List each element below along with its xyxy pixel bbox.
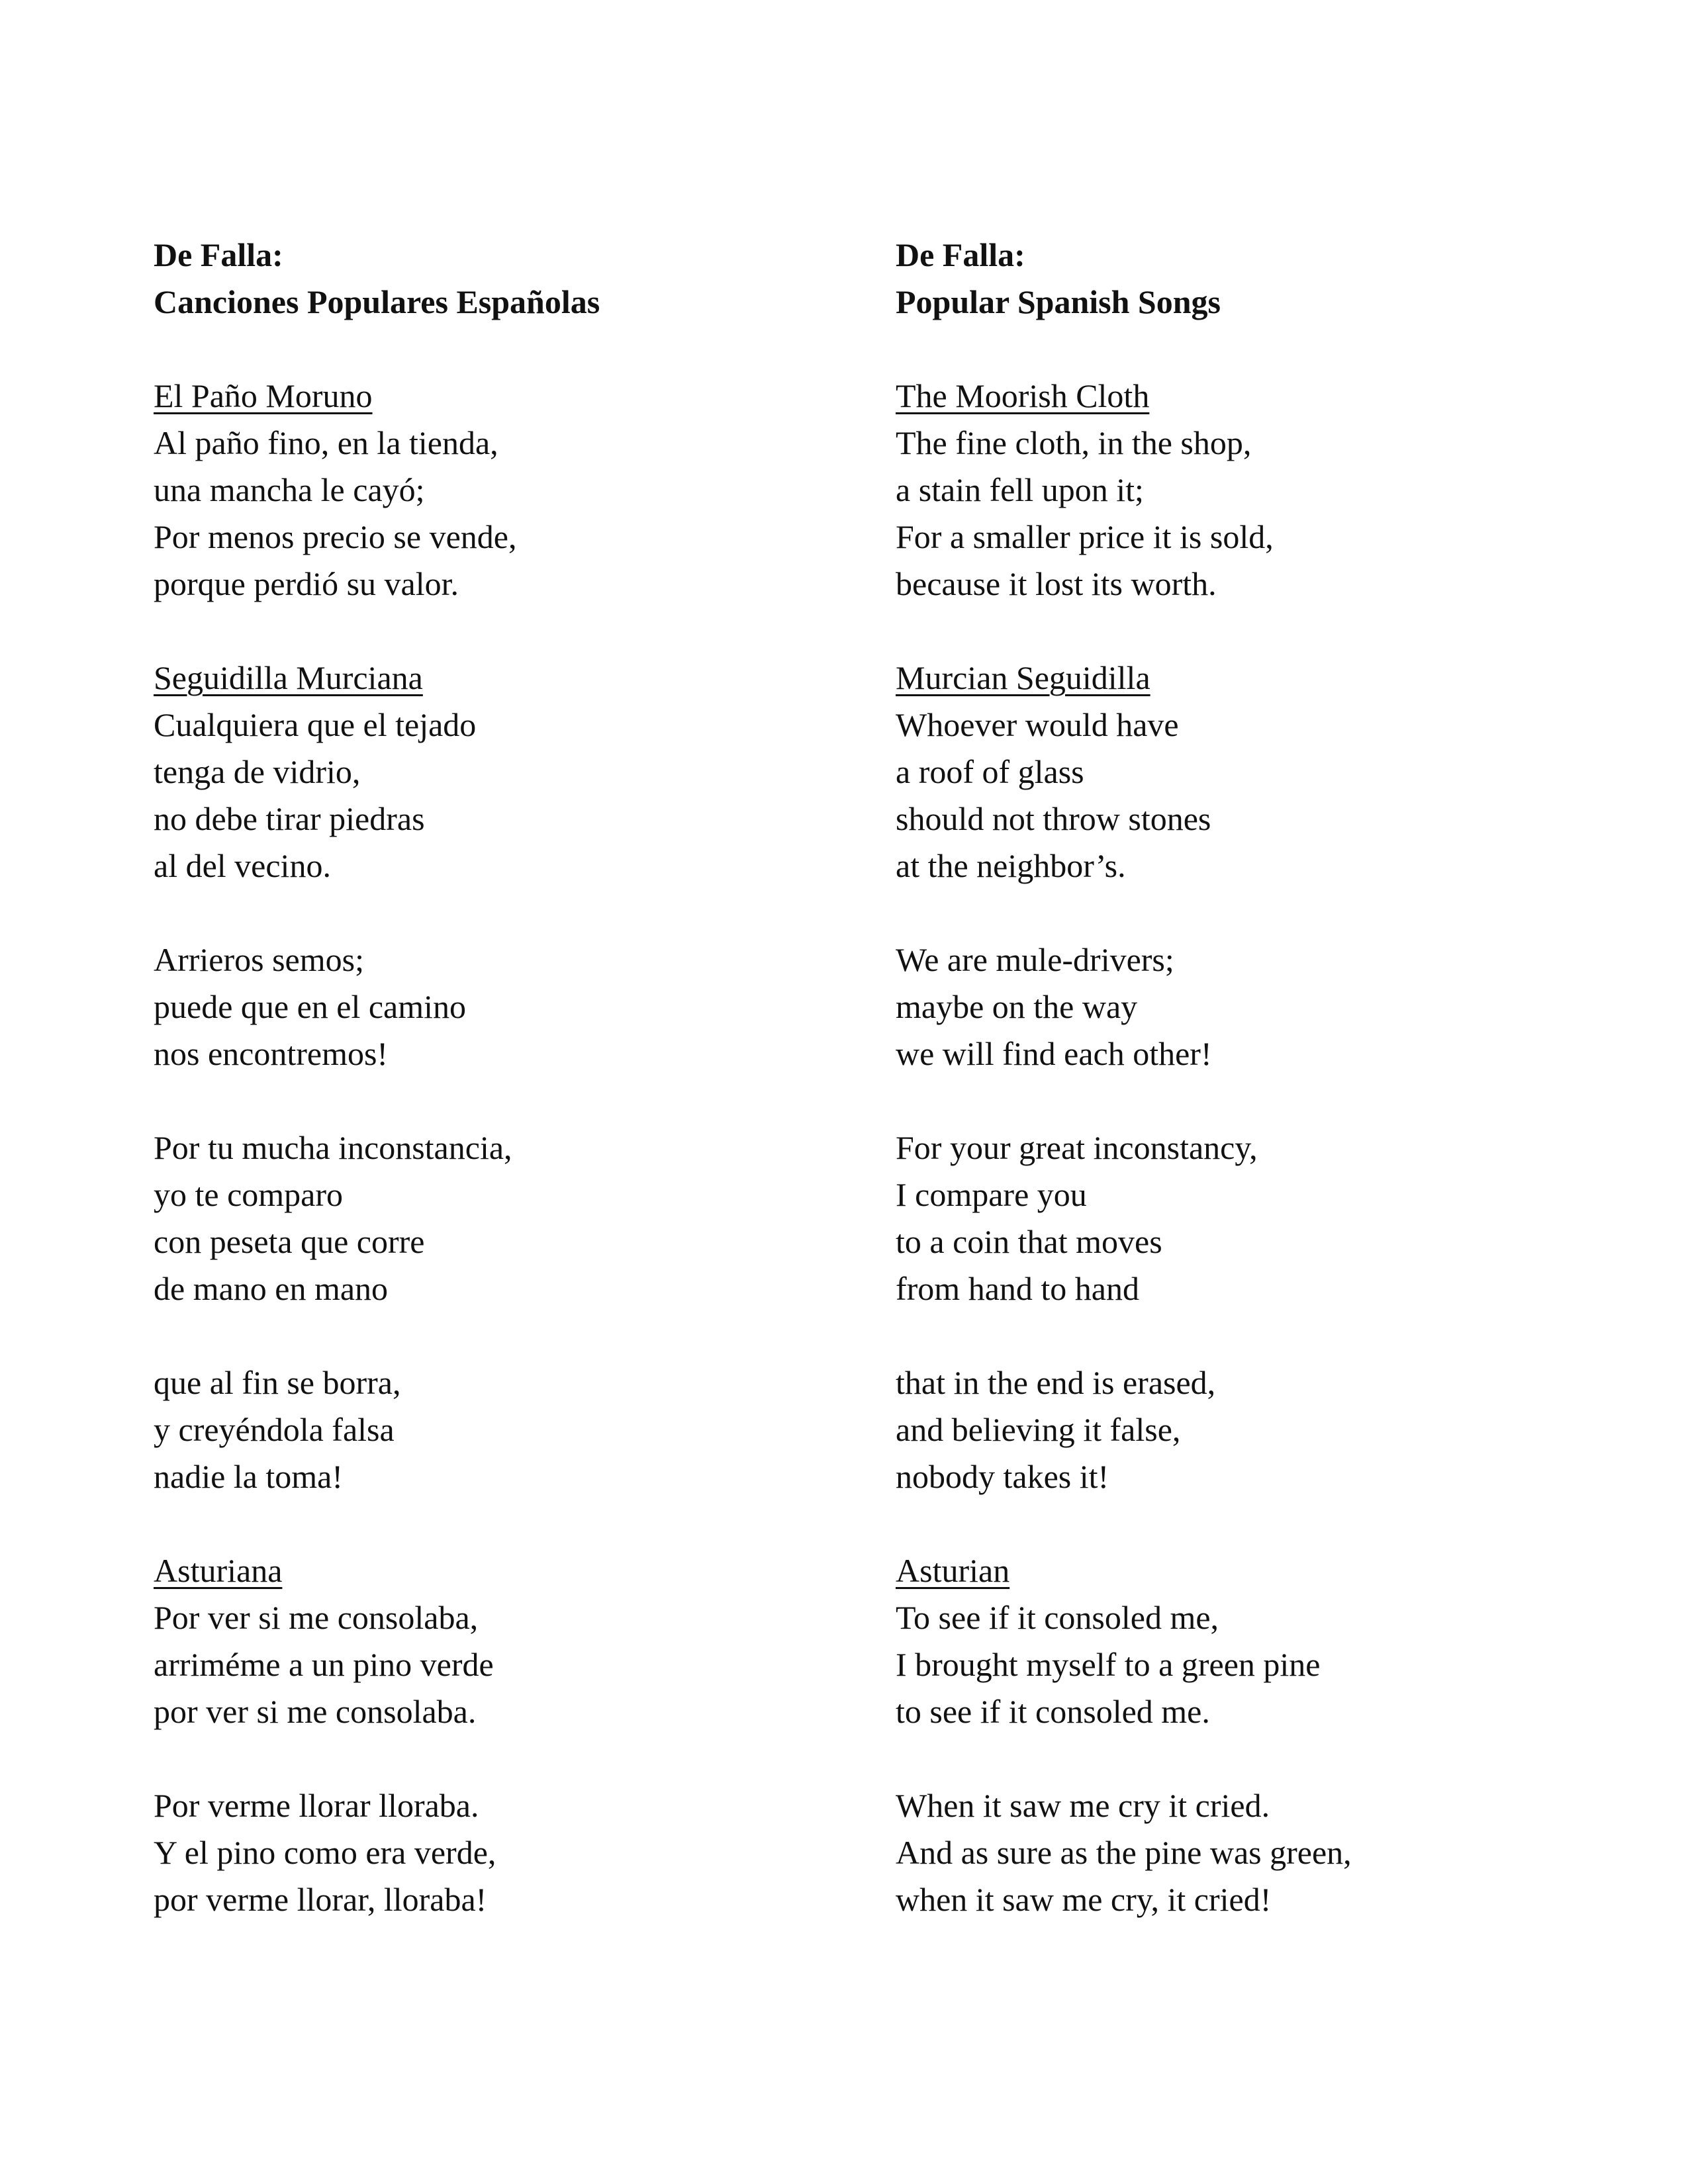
lyric-line: and believing it false, <box>896 1411 1181 1448</box>
lyric-line: Por verme llorar lloraba. <box>154 1787 479 1824</box>
lyric-line: a stain fell upon it; <box>896 471 1144 508</box>
lyric-line: y creyéndola falsa <box>154 1411 395 1448</box>
lyric-line: con peseta que corre <box>154 1223 425 1260</box>
lyric-line: The fine cloth, in the shop, <box>896 424 1252 461</box>
lyric-line: tenga de vidrio, <box>154 753 361 790</box>
lyric-line: Al paño fino, en la tienda, <box>154 424 498 461</box>
song-title: The Moorish Cloth <box>896 377 1150 414</box>
lyric-line: yo te comparo <box>154 1176 344 1213</box>
lyric-line: When it saw me cry it cried. <box>896 1787 1270 1824</box>
lyric-line: por verme llorar, lloraba! <box>154 1881 487 1918</box>
lyric-line: no debe tirar piedras <box>154 800 425 837</box>
lyric-line: We are mule-drivers; <box>896 941 1174 978</box>
lyric-line: at the neighbor’s. <box>896 847 1126 884</box>
lyric-line: from hand to hand <box>896 1270 1139 1307</box>
lyric-line: Y el pino como era verde, <box>154 1834 496 1871</box>
composer-heading: De Falla: <box>154 236 283 273</box>
lyric-line: For your great inconstancy, <box>896 1129 1258 1166</box>
lyric-line: we will find each other! <box>896 1035 1212 1072</box>
lyric-line: To see if it consoled me, <box>896 1599 1219 1636</box>
lyric-line: And as sure as the pine was green, <box>896 1834 1352 1871</box>
lyric-line: I brought myself to a green pine <box>896 1646 1321 1683</box>
lyric-line: Por menos precio se vende, <box>154 518 517 555</box>
lyric-line: to a coin that moves <box>896 1223 1162 1260</box>
lyric-line: I compare you <box>896 1176 1087 1213</box>
lyric-line: that in the end is erased, <box>896 1364 1216 1401</box>
lyric-line: For a smaller price it is sold, <box>896 518 1274 555</box>
lyric-line: porque perdió su valor. <box>154 565 459 602</box>
lyric-line: nobody takes it! <box>896 1458 1109 1495</box>
lyric-line: should not throw stones <box>896 800 1211 837</box>
lyric-line: Cualquiera que el tejado <box>154 706 477 743</box>
lyric-line: to see if it consoled me. <box>896 1693 1210 1730</box>
lyric-line: Arrieros semos; <box>154 941 364 978</box>
lyric-line: nadie la toma! <box>154 1458 343 1495</box>
lyric-line: de mano en mano <box>154 1270 389 1307</box>
lyric-line: Por tu mucha inconstancia, <box>154 1129 512 1166</box>
lyric-line: Whoever would have <box>896 706 1179 743</box>
english-column <box>896 232 1558 1923</box>
spanish-column <box>154 232 816 1923</box>
collection-title: Popular Spanish Songs <box>896 283 1221 320</box>
lyric-line: una mancha le cayó; <box>154 471 425 508</box>
lyric-line: when it saw me cry, it cried! <box>896 1881 1272 1918</box>
song-title: Asturiana <box>154 1552 283 1589</box>
lyric-line: nos encontremos! <box>154 1035 389 1072</box>
song-title: El Paño Moruno <box>154 377 373 414</box>
composer-heading: De Falla: <box>896 236 1025 273</box>
lyric-line: Por ver si me consolaba, <box>154 1599 479 1636</box>
lyric-line: que al fin se borra, <box>154 1364 401 1401</box>
lyric-line: puede que en el camino <box>154 988 467 1025</box>
lyric-line: because it lost its worth. <box>896 565 1217 602</box>
song-title: Murcian Seguidilla <box>896 659 1150 696</box>
lyric-line: arriméme a un pino verde <box>154 1646 494 1683</box>
lyric-line: por ver si me consolaba. <box>154 1693 477 1730</box>
song-title: Seguidilla Murciana <box>154 659 423 696</box>
lyric-line: maybe on the way <box>896 988 1138 1025</box>
lyric-line: al del vecino. <box>154 847 331 884</box>
song-title: Asturian <box>896 1552 1010 1589</box>
collection-title: Canciones Populares Españolas <box>154 283 600 320</box>
lyric-line: a roof of glass <box>896 753 1084 790</box>
